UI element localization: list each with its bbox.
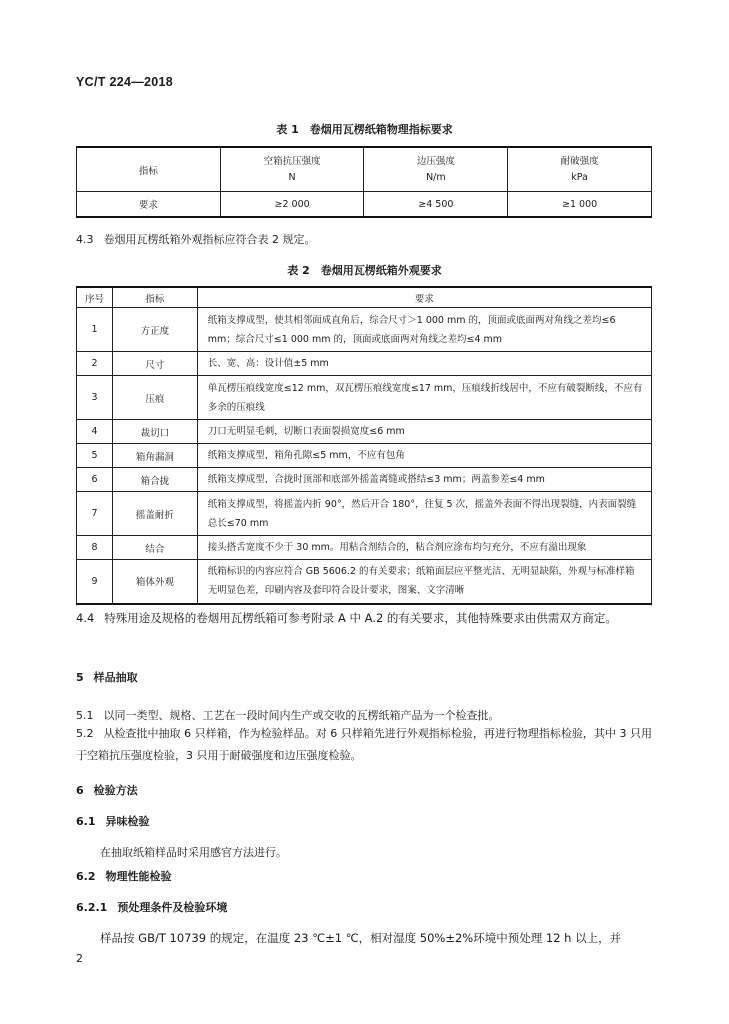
table1-cell: ≥4 500 bbox=[364, 192, 508, 218]
row-requirement: 刀口无明显毛刺，切断口表面裂损宽度≤6 mm bbox=[197, 420, 651, 444]
section-6-heading bbox=[76, 780, 652, 802]
section-number: 5 bbox=[76, 671, 84, 684]
row-number: 5 bbox=[77, 444, 113, 468]
row-item: 压痕 bbox=[112, 376, 197, 420]
section-text: 卷烟用瓦楞纸箱外观指标应符合表 2 规定。 bbox=[103, 233, 316, 246]
row-number: 2 bbox=[77, 352, 113, 376]
section-5-2 bbox=[76, 723, 652, 767]
table1-col-header bbox=[220, 147, 364, 192]
row-item: 结合 bbox=[112, 536, 197, 560]
table-row bbox=[77, 308, 652, 352]
section-title: 预处理条件及检验环境 bbox=[117, 901, 228, 914]
row-requirement: 纸箱支撑成型，将摇盖内折 90°，然后开合 180°，往复 5 次，摇盖外表面不得出现裂缝，内表面裂缝总长≤70 mm bbox=[197, 492, 651, 536]
section-6-2-1-heading bbox=[76, 897, 652, 919]
row-requirement: 纸箱支撑成型，箱角孔隙≤5 mm，不应有包角 bbox=[197, 444, 651, 468]
page-number: 2 bbox=[76, 952, 83, 965]
row-number: 8 bbox=[77, 536, 113, 560]
table1-row-label: 要求 bbox=[77, 192, 221, 218]
table1 bbox=[76, 146, 652, 218]
row-number: 6 bbox=[77, 468, 113, 492]
section-6-2-heading bbox=[76, 866, 652, 888]
table-row bbox=[77, 468, 652, 492]
row-requirement: 长、宽、高：设计值±5 mm bbox=[197, 352, 651, 376]
section-number: 6.2.1 bbox=[76, 901, 108, 914]
row-requirement: 纸箱支撑成型，合拢时顶部和底部外摇盖离缝或搭结≤3 mm；两盖参差≤4 mm bbox=[197, 468, 651, 492]
section-6-1-heading bbox=[76, 811, 652, 833]
table2-header-no: 序号 bbox=[77, 287, 113, 308]
row-item: 裁切口 bbox=[112, 420, 197, 444]
row-requirement: 纸箱支撑成型，使其相邻面成直角后，综合尺寸＞1 000 mm 的，顶面或底面两对角线之差均≤6 mm；综合尺寸≤1 000 mm 的，顶面或底面两对角线之差均≤4 mm bbox=[197, 308, 651, 352]
row-item: 箱角漏洞 bbox=[112, 444, 197, 468]
table1-row bbox=[77, 192, 652, 218]
table-row bbox=[77, 492, 652, 536]
table-row bbox=[77, 536, 652, 560]
row-requirement: 纸箱标识的内容应符合 GB 5606.2 的有关要求；纸箱面层应平整光洁、无明显缺陷，外观与标准样箱无明显色差，印刷内容及套印符合设计要求，图案、文字清晰 bbox=[197, 560, 651, 604]
section-4-3 bbox=[76, 229, 652, 251]
section-title: 异味检验 bbox=[105, 815, 150, 828]
table-row bbox=[77, 420, 652, 444]
section-text: 从检查批中抽取 6 只样箱，作为检验样品。对 6 只样箱先进行外观指标检验，再进行物理指标检验，其中 3 只用于空箱抗压强度检验，3 只用于耐破强度和边压强度检验。 bbox=[76, 727, 652, 762]
table-row bbox=[77, 444, 652, 468]
table-row bbox=[77, 376, 652, 420]
section-number: 4.4 bbox=[76, 611, 95, 625]
table1-col-name: 边压强度 bbox=[416, 155, 455, 167]
row-item: 箱体外观 bbox=[112, 560, 197, 604]
table2 bbox=[76, 286, 652, 605]
section-number: 5.1 bbox=[76, 709, 94, 722]
table2-header-item: 指标 bbox=[112, 287, 197, 308]
row-requirement: 接头搭舌宽度不少于 30 mm。用粘合剂结合的，粘合剂应涂布均匀充分，不应有溢出现象 bbox=[197, 536, 651, 560]
table2-header-req: 要求 bbox=[197, 287, 651, 308]
section-number: 6.2 bbox=[76, 870, 96, 883]
section-text: 特殊用途及规格的卷烟用瓦楞纸箱可参考附录 A 中 A.2 的有关要求，其他特殊要求由供需双方商定。 bbox=[104, 611, 617, 625]
row-item: 箱合拢 bbox=[112, 468, 197, 492]
section-5-heading bbox=[76, 667, 652, 689]
table1-header-label: 指标 bbox=[77, 147, 221, 192]
row-item: 尺寸 bbox=[112, 352, 197, 376]
table2-caption: 表 2 卷烟用瓦楞纸箱外观要求 bbox=[287, 264, 442, 277]
table1-cell: ≥1 000 bbox=[508, 192, 652, 218]
row-requirement: 单瓦楞压痕线宽度≤12 mm，双瓦楞压痕线宽度≤17 mm，压痕线折线居中，不应有破裂断线，不应有多余的压痕线 bbox=[197, 376, 651, 420]
row-number: 4 bbox=[77, 420, 113, 444]
table1-col-name: 耐破强度 bbox=[560, 155, 599, 167]
section-4-4 bbox=[76, 606, 652, 630]
section-number: 5.2 bbox=[76, 727, 94, 740]
row-number: 3 bbox=[77, 376, 113, 420]
table1-caption: 表 1 卷烟用瓦楞纸箱物理指标要求 bbox=[276, 123, 453, 136]
table1-header-row bbox=[77, 147, 652, 192]
row-item: 方正度 bbox=[112, 308, 197, 352]
table-row bbox=[77, 560, 652, 604]
section-number: 4.3 bbox=[76, 233, 94, 246]
table1-col-unit: N/m bbox=[426, 171, 446, 183]
row-item: 摇盖耐折 bbox=[112, 492, 197, 536]
section-number: 6 bbox=[76, 784, 84, 797]
section-6-2-1-text: 样品按 GB/T 10739 的规定，在温度 23 ℃±1 ℃，相对湿度 50%±2%环境中预处理 12 h 以上，并 bbox=[100, 931, 622, 945]
table1-col-name: 空箱抗压强度 bbox=[263, 155, 321, 167]
section-title: 物理性能检验 bbox=[105, 870, 172, 883]
row-number: 7 bbox=[77, 492, 113, 536]
section-6-1-text: 在抽取纸箱样品时采用感官方法进行。 bbox=[100, 846, 287, 859]
row-number: 9 bbox=[77, 560, 113, 604]
section-text: 以同一类型、规格、工艺在一段时间内生产或交收的瓦楞纸箱产品为一个检查批。 bbox=[103, 709, 500, 722]
table1-col-unit: kPa bbox=[571, 171, 588, 183]
table2-header-row bbox=[77, 287, 652, 308]
table-row bbox=[77, 352, 652, 376]
table1-col-header bbox=[508, 147, 652, 192]
section-number: 6.1 bbox=[76, 815, 96, 828]
table1-cell: ≥2 000 bbox=[220, 192, 364, 218]
section-title: 检验方法 bbox=[93, 784, 138, 797]
row-number: 1 bbox=[77, 308, 113, 352]
section-title: 样品抽取 bbox=[93, 671, 138, 684]
table1-col-header bbox=[364, 147, 508, 192]
table1-col-unit: N bbox=[288, 171, 296, 183]
document-code: YC/T 224—2018 bbox=[76, 75, 174, 89]
